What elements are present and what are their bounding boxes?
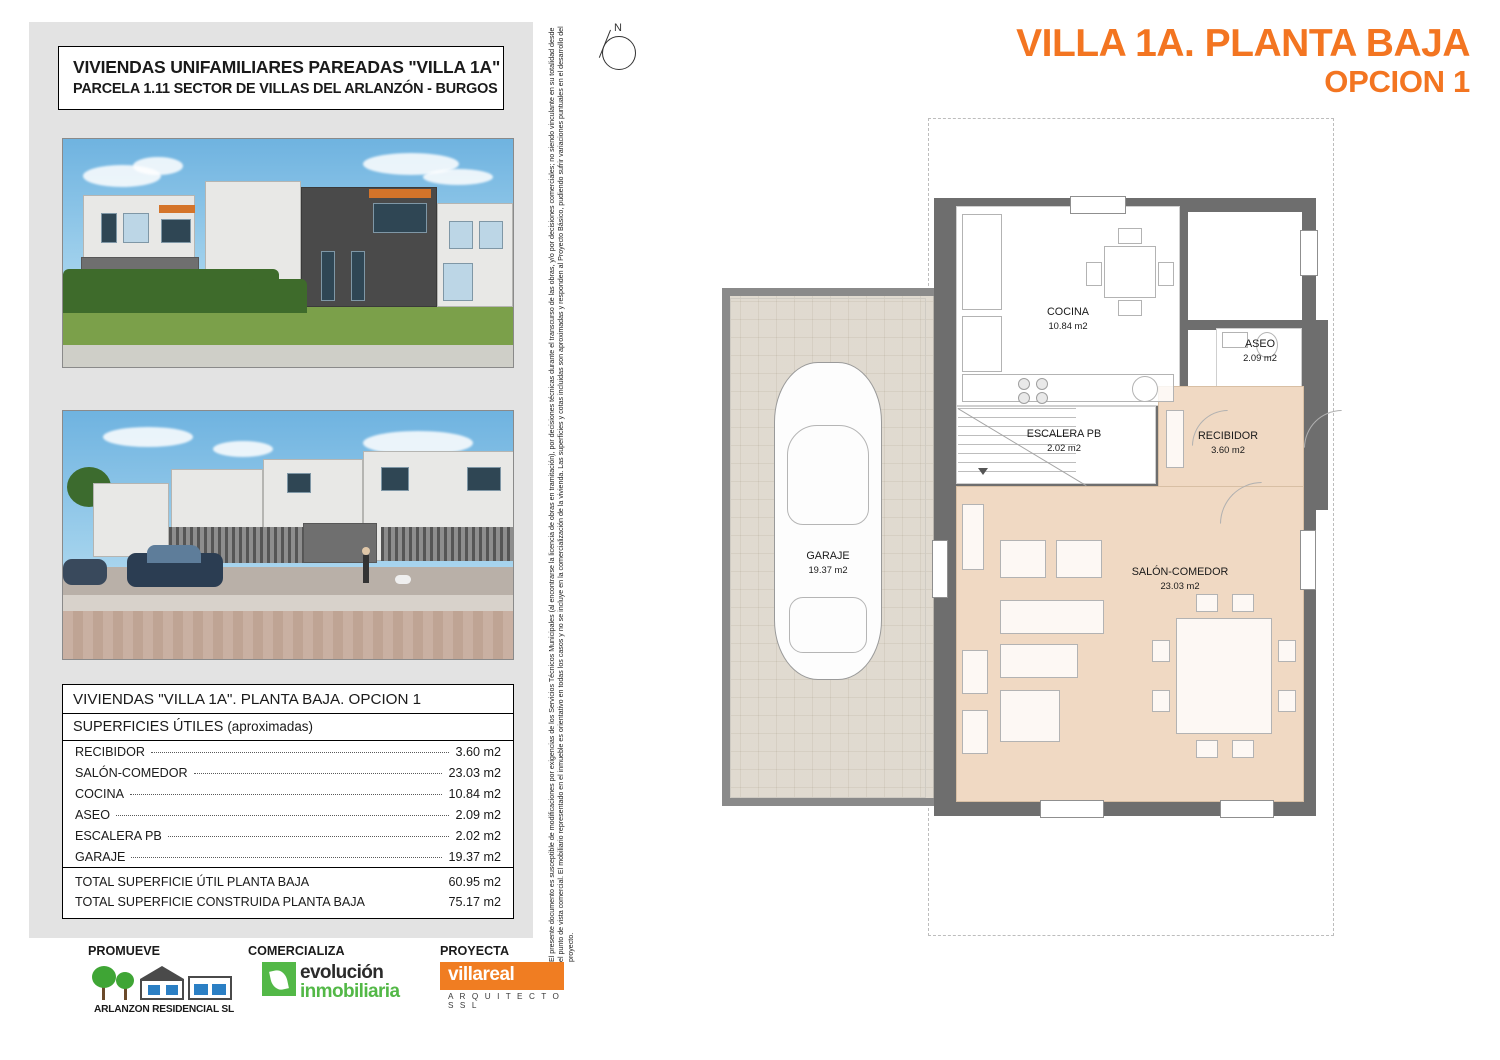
- page-title-main: VILLA 1A. PLANTA BAJA: [1016, 22, 1470, 65]
- fence: [381, 527, 513, 561]
- window: [373, 203, 427, 233]
- wood-canopy: [159, 205, 195, 213]
- label-cocina: [998, 306, 1138, 332]
- label-aseo-area: 2.09 m2: [1243, 352, 1277, 363]
- footer-logos: [62, 944, 562, 1044]
- room-area: 23.03 m2: [448, 765, 501, 780]
- north-label: N: [614, 22, 622, 34]
- car-trunk: [789, 597, 867, 653]
- window: [101, 213, 117, 243]
- window: [287, 473, 311, 493]
- leader-dots: [151, 752, 450, 753]
- render-image-street-view: [62, 410, 514, 660]
- promueve-logo: [88, 962, 238, 1014]
- room-name: COCINA: [75, 786, 124, 801]
- car-roof: [147, 545, 201, 563]
- table-row-total: [63, 872, 513, 892]
- house-window: [212, 984, 226, 995]
- label-recibidor-area: 3.60 m2: [1211, 444, 1245, 455]
- total-label: TOTAL SUPERFICIE CONSTRUIDA PLANTA BAJA: [75, 895, 365, 909]
- chair: [1118, 228, 1142, 244]
- surfaces-header: VIVIENDAS "VILLA 1A". PLANTA BAJA. OPCION 1: [63, 685, 513, 714]
- window: [479, 221, 503, 249]
- north-arrow: [596, 22, 652, 78]
- room-name: GARAJE: [75, 849, 126, 864]
- disclaimer-text: El presente documento es susceptible de modificaciones por exigencias de los Servicios Técnicos Municipales (al encontrarse la licencia de obras en tramitación), por decisiones técnicas durante el transcurso de las obras, y/o por decisiones comerciales; no siendo vinculante en su totalidad desde el punto de vista comercial. El mobiliario representado en el inmueble es orientativo en todas los casos y no se incluye en la comercialización de la vivienda. Las superficies y cotas incluidas son aproximadas y responden al Proyecto Básico, pudiendo sufrir variaciones puntuales en el desarrollo del proyecto.: [548, 26, 575, 962]
- label-garaje-area: 19.37 m2: [808, 564, 848, 575]
- leader-dots: [130, 794, 443, 795]
- evolucion-name-line2: inmobiliaria: [300, 981, 400, 1002]
- pedestrian-head: [362, 547, 370, 555]
- room-name: ESCALERA PB: [75, 828, 162, 843]
- page-title-sub: OPCION 1: [1324, 64, 1470, 99]
- chair: [1152, 640, 1170, 662]
- house-roof-icon: [140, 966, 184, 979]
- chair: [1196, 594, 1218, 612]
- surfaces-table: [62, 684, 514, 919]
- stair-step: [958, 408, 1076, 409]
- table-row: [63, 762, 513, 783]
- stove-burner: [1018, 378, 1030, 390]
- project-title-box: [58, 46, 504, 110]
- house-window: [194, 984, 208, 995]
- window: [161, 219, 191, 243]
- stove-burner: [1036, 392, 1048, 404]
- table-row-total: [63, 892, 513, 912]
- label-garaje: [758, 550, 898, 576]
- disclaimer-block: [548, 22, 606, 962]
- cloud: [423, 169, 493, 185]
- window: [381, 467, 409, 491]
- tv-unit: [962, 650, 988, 694]
- table-row: [63, 741, 513, 762]
- window-mark: [1300, 230, 1318, 276]
- coffee-table: [1000, 644, 1078, 678]
- garage-wall-north: [722, 288, 934, 296]
- villareal-subtitle: A R Q U I T E C T O S S L: [448, 992, 562, 1010]
- total-value: 60.95 m2: [448, 875, 501, 889]
- leader-dots: [131, 857, 442, 858]
- room-name: SALÓN-COMEDOR: [75, 765, 188, 780]
- car-plan-symbol: [774, 362, 882, 680]
- label-escalera-name: ESCALERA PB: [1026, 428, 1102, 440]
- table-row: [63, 804, 513, 825]
- label-cocina-area: 10.84 m2: [1048, 320, 1088, 331]
- chair: [1152, 690, 1170, 712]
- paving: [63, 611, 513, 659]
- kitchen-sink: [1132, 376, 1158, 402]
- house-window: [148, 985, 160, 995]
- room-area: 10.84 m2: [448, 786, 501, 801]
- sofa-two-seat: [1000, 690, 1060, 742]
- shelf-unit: [962, 710, 988, 754]
- window: [443, 263, 473, 301]
- table-row: [63, 825, 513, 846]
- window-mark: [1300, 530, 1316, 590]
- garage-wall-west: [722, 288, 730, 806]
- chair: [1278, 690, 1296, 712]
- promueve-caption: PROMUEVE: [88, 944, 161, 958]
- villareal-name: [448, 964, 514, 986]
- window: [123, 213, 149, 243]
- stove-burner: [1036, 378, 1048, 390]
- table-row: [63, 783, 513, 804]
- total-label: TOTAL SUPERFICIE ÚTIL PLANTA BAJA: [75, 875, 310, 889]
- label-salon-comedor: [1060, 566, 1300, 592]
- kitchen-counter: [962, 214, 1002, 310]
- evolucion-mark: [262, 962, 296, 996]
- window: [449, 221, 473, 249]
- project-title-line-2: PARCELA 1.11 SECTOR DE VILLAS DEL ARLANZÓN - BURGOS: [73, 81, 498, 97]
- villareal-name-part1: villa: [448, 964, 483, 985]
- tree-icon: [116, 972, 134, 989]
- sofa: [1000, 600, 1104, 634]
- kitchen-cabinet: [962, 316, 1002, 372]
- wall-west-lower: [934, 486, 956, 816]
- stair-step: [958, 471, 1076, 472]
- chair: [1196, 740, 1218, 758]
- car: [63, 559, 107, 585]
- table-row: [63, 846, 513, 867]
- leader-dots: [116, 815, 449, 816]
- window-mark: [932, 540, 948, 598]
- dining-table-salon: [1176, 618, 1272, 734]
- room-area: 3.60 m2: [455, 744, 501, 759]
- label-salon-name: SALÓN-COMEDOR: [1131, 566, 1229, 578]
- stair-direction-arrow: [978, 468, 988, 475]
- dining-table-kitchen: [1104, 246, 1156, 298]
- door: [351, 251, 365, 301]
- window-mark: [1220, 800, 1274, 818]
- hedge: [63, 269, 279, 313]
- chair: [1086, 262, 1102, 286]
- cloud: [213, 441, 273, 457]
- project-title-line-1: VIVIENDAS UNIFAMILIARES PAREADAS "VILLA 1A": [73, 57, 501, 77]
- leader-dots: [168, 836, 450, 837]
- sidewalk: [63, 595, 513, 611]
- stair-step: [958, 462, 1076, 463]
- chair: [1232, 740, 1254, 758]
- garage-wall-south: [722, 798, 934, 806]
- sideboard: [962, 504, 984, 570]
- room-name: ASEO: [75, 807, 110, 822]
- proyecta-caption: PROYECTA: [440, 944, 510, 958]
- window: [467, 467, 501, 491]
- wood-canopy: [369, 189, 431, 198]
- cloud: [133, 157, 183, 175]
- label-salon-area: 23.03 m2: [1160, 580, 1200, 591]
- label-aseo-name: ASEO: [1244, 338, 1275, 350]
- tree-icon: [92, 966, 116, 988]
- title-block: [29, 46, 533, 110]
- window-mark: [1070, 196, 1126, 214]
- surfaces-rows: [63, 741, 513, 867]
- label-recibidor-name: RECIBIDOR: [1198, 430, 1258, 442]
- label-recibidor: [1148, 430, 1308, 456]
- wall-west-mid: [934, 400, 956, 500]
- car-cabin: [787, 425, 869, 525]
- leader-dots: [194, 773, 443, 774]
- arlanzon-name: ARLANZON RESIDENCIAL SL: [93, 1004, 235, 1015]
- arlanzon-logo-icon: [88, 962, 238, 1002]
- chair: [1232, 594, 1254, 612]
- comercializa-caption: COMERCIALIZA: [248, 944, 345, 958]
- page-title: [1016, 22, 1470, 100]
- window-mark: [1040, 800, 1104, 818]
- hedge: [249, 279, 307, 313]
- north-circle: [602, 36, 636, 70]
- cloud: [103, 427, 193, 447]
- evolucion-logo: [262, 960, 414, 1010]
- pedestrian: [363, 555, 369, 583]
- label-garaje-name: GARAJE: [806, 550, 850, 562]
- surfaces-subheader-note: (aproximadas): [227, 719, 313, 734]
- villareal-logo: [440, 962, 570, 1010]
- total-value: 75.17 m2: [448, 895, 501, 909]
- room-name: RECIBIDOR: [75, 744, 145, 759]
- label-escalera: [988, 428, 1140, 454]
- pavement: [63, 345, 513, 367]
- label-cocina-name: COCINA: [1047, 306, 1089, 318]
- surfaces-subheader: [63, 714, 513, 741]
- house-window: [166, 985, 178, 995]
- surfaces-totals: [63, 867, 513, 918]
- evolucion-name-line1: evolución: [300, 962, 384, 983]
- room-area: 19.37 m2: [448, 849, 501, 864]
- label-escalera-area: 2.02 m2: [1047, 442, 1081, 453]
- room-area: 2.09 m2: [455, 807, 501, 822]
- dog: [395, 575, 411, 584]
- stair-step: [958, 426, 1076, 427]
- chair: [1158, 262, 1174, 286]
- room-area: 2.02 m2: [455, 828, 501, 843]
- label-aseo: [1208, 338, 1312, 364]
- render-image-rear-view: [62, 138, 514, 368]
- stove-burner: [1018, 392, 1030, 404]
- floor-plan: [700, 110, 1480, 950]
- armchair: [1000, 540, 1046, 578]
- wall-west-upper: [934, 198, 956, 414]
- chair: [1278, 640, 1296, 662]
- leaf-icon: [269, 969, 289, 992]
- door: [321, 251, 335, 301]
- villareal-name-part2: real: [482, 964, 515, 985]
- surfaces-subheader-main: SUPERFICIES ÚTILES: [73, 719, 224, 735]
